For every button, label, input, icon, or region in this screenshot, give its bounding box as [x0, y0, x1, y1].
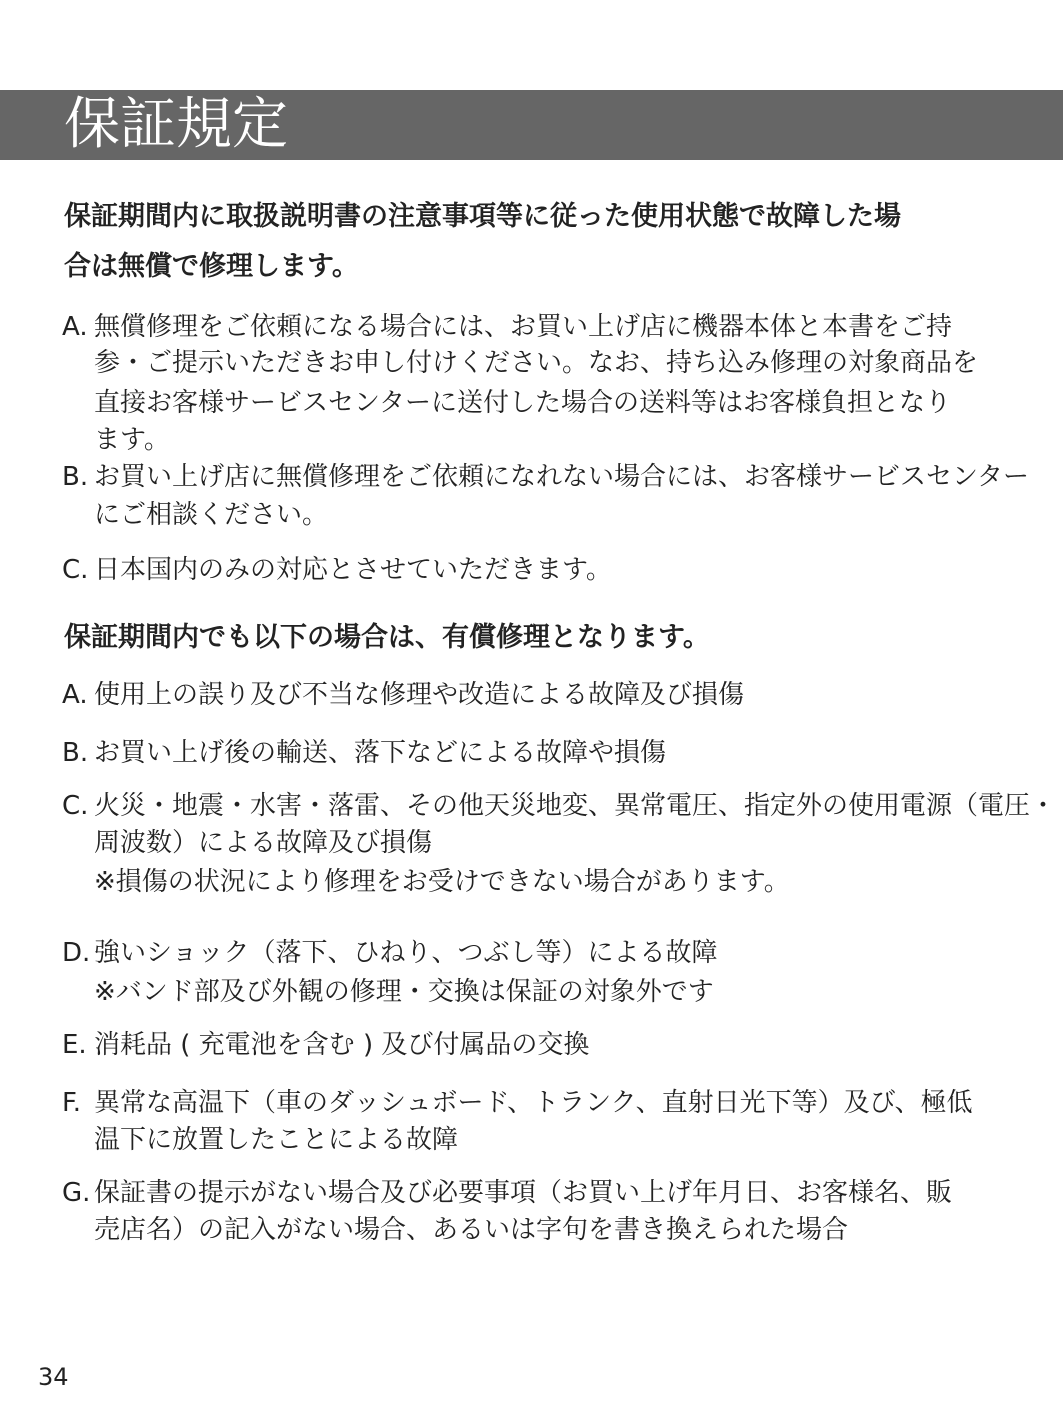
item-text: ます。 — [94, 425, 170, 455]
section-heading: 保証期間内でも以下の場合は、有償修理となります。 — [64, 622, 710, 653]
item-text: お買い上げ後の輸送、落下などによる故障や損傷 — [94, 738, 667, 768]
item-text: 使用上の誤り及び不当な修理や改造による故障及び損傷 — [94, 680, 745, 710]
item-text: にご相談ください。 — [94, 500, 329, 530]
item-label: C. — [62, 555, 89, 585]
item-text: 日本国内のみの対応とさせていただきます。 — [94, 555, 612, 585]
item-text: 温下に放置したことによる故障 — [94, 1125, 459, 1155]
item-text: 異常な高温下（車のダッシュボード、トランク、直射日光下等）及び、極低 — [94, 1088, 973, 1118]
item-text: 周波数）による故障及び損傷 — [94, 828, 433, 858]
item-text: 保証書の提示がない場合及び必要事項（お買い上げ年月日、お客様名、販 — [94, 1178, 953, 1208]
item-text: ※損傷の状況により修理をお受けできない場合があります。 — [94, 867, 790, 897]
item-text: 強いショック（落下、ひねり、つぶし等）による故障 — [94, 938, 718, 968]
item-text: 直接お客様サービスセンターに送付した場合の送料等はお客様負担となり — [94, 388, 951, 418]
item-label: C. — [62, 791, 89, 821]
item-text: 無償修理をご依頼になる場合には、お買い上げ店に機器本体と本書をご持 — [94, 312, 953, 342]
page-number: 34 — [38, 1363, 69, 1391]
item-label: B. — [62, 738, 89, 768]
section-heading: 保証期間内に取扱説明書の注意事項等に従った使用状態で故障した場 — [64, 201, 901, 232]
item-text: お買い上げ店に無償修理をご依頼になれない場合には、お客様サービスセンター — [94, 462, 1029, 492]
item-label: A. — [62, 680, 88, 710]
section-heading: 合は無償で修理します。 — [64, 251, 359, 282]
item-label: G. — [62, 1178, 91, 1208]
item-label: A. — [62, 312, 88, 342]
item-text: 売店名）の記入がない場合、あるいは字句を書き換えられた場合 — [94, 1215, 849, 1245]
item-label: B. — [62, 462, 89, 492]
item-text: 消耗品 ( 充電池を含む ) 及び付属品の交換 — [94, 1030, 590, 1060]
item-label: D. — [62, 938, 91, 968]
item-text: 火災・地震・水害・落雷、その他天災地変、異常電圧、指定外の使用電源（電圧・ — [94, 791, 1057, 821]
item-text: 参・ご提示いただきお申し付けください。なお、持ち込み修理の対象商品を — [94, 348, 979, 378]
item-label: E. — [62, 1030, 87, 1060]
page-title: 保証規定 — [64, 92, 288, 157]
item-label: F. — [62, 1088, 82, 1118]
item-text: ※バンド部及び外観の修理・交換は保証の対象外です — [94, 977, 714, 1007]
